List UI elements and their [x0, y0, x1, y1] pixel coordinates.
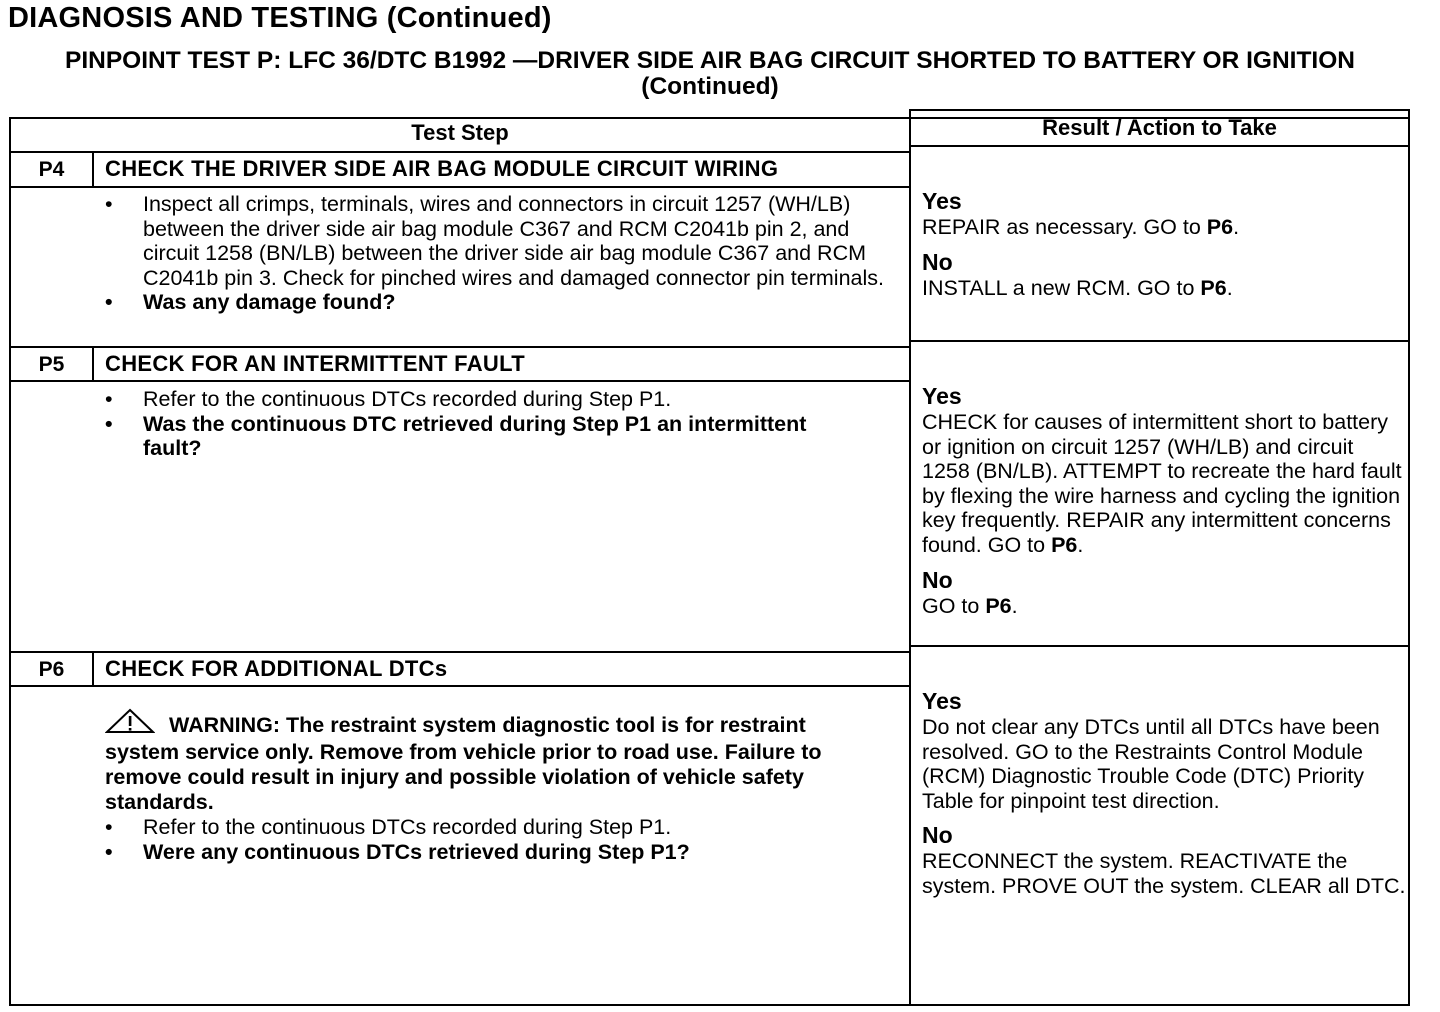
- header-bottom-line: [9, 151, 911, 153]
- goto-step-link: P6: [1206, 215, 1234, 239]
- goto-step-link: P6: [985, 593, 1012, 618]
- result-p6: [922, 688, 1408, 908]
- step-number-p5: P5: [38, 353, 65, 376]
- section-heading: DIAGNOSIS AND TESTING (Continued): [8, 2, 552, 34]
- list-item: • Refer to the continuous DTCs recorded during Step P1.: [105, 387, 825, 412]
- no-action: INSTALL a new RCM. GO to P6.: [922, 275, 1233, 300]
- pinpoint-test-title: PINPOINT TEST P: LFC 36/DTC B1992 —DRIVER SIDE AIR BAG CIRCUIT SHORTED TO BATTERY OR IGNITION (Continued): [64, 47, 1355, 100]
- no-label: No: [922, 822, 953, 849]
- p4-title-bottom-line: [9, 186, 911, 188]
- p4-result-bottom-line: [909, 340, 1410, 342]
- step-title-p6: CHECK FOR ADDITIONAL DTCs: [105, 656, 448, 681]
- column-header-test-step: Test Step: [411, 120, 509, 145]
- goto-step-link: P6: [1200, 275, 1227, 300]
- result-header-top: [909, 109, 1410, 111]
- step-p5-instructions: [105, 387, 825, 461]
- yes-action: CHECK for causes of intermittent short to battery or ignition on circuit 1257 (WH/LB) and circuit 1258 (BN/LB). ATTEMPT to recreate the hard fault by flexing the wire harness and cycling the ignition key frequently. REPAIR any intermittent concerns found. GO to P6.: [922, 410, 1402, 557]
- result-p5: [922, 383, 1406, 627]
- p5-title-bottom-line: [9, 380, 911, 382]
- table-border-bottom: [9, 1004, 1410, 1006]
- column-divider: [909, 109, 911, 1006]
- no-action: RECONNECT the system. REACTIVATE the system. PROVE OUT the system. CLEAR all DTC.: [922, 849, 1406, 898]
- step-title-p4: CHECK THE DRIVER SIDE AIR BAG MODULE CIRCUIT WIRING: [105, 156, 779, 181]
- p4-number-divider: [92, 151, 94, 188]
- goto-step-link: P6: [1051, 532, 1078, 557]
- yes-action: REPAIR as necessary. GO to P6.: [922, 215, 1240, 239]
- p6-title-bottom-line: [9, 685, 911, 687]
- no-label: No: [922, 566, 953, 593]
- list-item-question: • Was any damage found?: [105, 290, 887, 315]
- warning-triangle-icon: [105, 708, 155, 740]
- step-title-p5: CHECK FOR AN INTERMITTENT FAULT: [105, 351, 525, 376]
- p4-bottom-line: [9, 346, 911, 348]
- no-action: GO to P6.: [922, 593, 1018, 618]
- result-p4: [922, 188, 1406, 309]
- table-border-left: [9, 117, 11, 1006]
- yes-action: Do not clear any DTCs until all DTCs have been resolved. GO to the Restraints Control Module (RCM) Diagnostic Trouble Code (DTC) Priority Table for pinpoint test direction.: [922, 715, 1380, 813]
- list-item: • Inspect all crimps, terminals, wires and connectors in circuit 1257 (WH/LB) between the driver side air bag module C367 and RCM C2041b pin 2, and circuit 1258 (BN/LB) between the driver side air bag module C367 and RCM C2041b pin 3. Check for pinched wires and damaged connector pin terminals.: [105, 192, 887, 290]
- yes-label: Yes: [922, 383, 962, 409]
- yes-label: Yes: [922, 688, 962, 714]
- warning-note: WARNING: The restraint system diagnostic tool is for restraint system service only. Remove from vehicle prior to road use. Failure to remove could result in injury and possible violation of vehicle safety standards.: [105, 708, 885, 815]
- table-border-right: [1408, 109, 1410, 1006]
- no-label: No: [922, 248, 953, 275]
- list-item-question: • Were any continuous DTCs retrieved during Step P1?: [105, 840, 885, 865]
- p5-number-divider: [92, 346, 94, 382]
- p6-number-divider: [92, 651, 94, 687]
- result-header-bottom-line: [909, 145, 1410, 147]
- step-number-p6: P6: [38, 658, 65, 681]
- yes-label: Yes: [922, 188, 962, 214]
- step-p6-instructions: [105, 815, 885, 864]
- p5-bottom-line: [9, 651, 911, 653]
- p5-result-bottom-line: [909, 645, 1410, 647]
- step-number-p4: P4: [38, 158, 65, 181]
- list-item: • Refer to the continuous DTCs recorded during Step P1.: [105, 815, 885, 840]
- column-header-result: Result / Action to Take: [1042, 115, 1277, 140]
- list-item-question: • Was the continuous DTC retrieved during Step P1 an intermittent fault?: [105, 412, 825, 461]
- step-p4-instructions: [105, 192, 887, 315]
